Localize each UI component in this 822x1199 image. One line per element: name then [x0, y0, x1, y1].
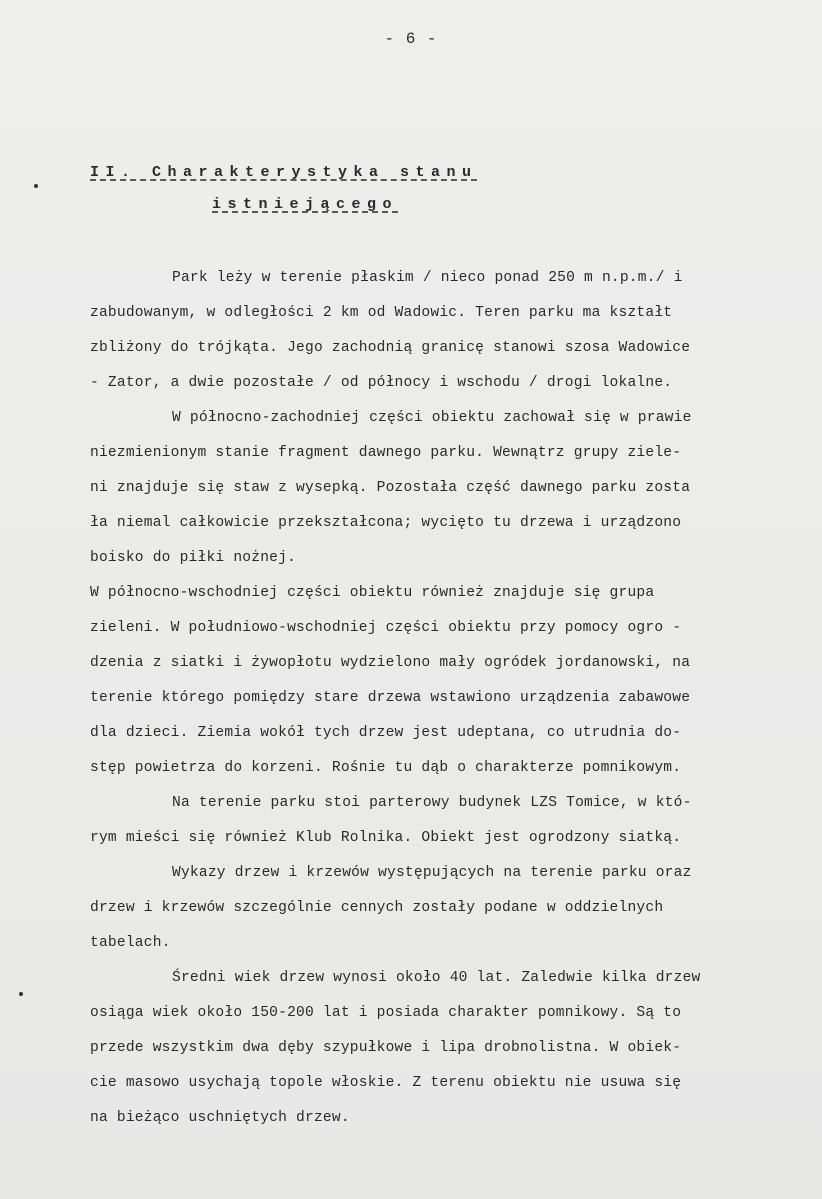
body-line: ni znajduje się staw z wysepką. Pozostała część dawnego parku zosta	[90, 480, 691, 496]
body-line: przede wszystkim dwa dęby szypułkowe i lipa drobnolistna. W obiek-	[90, 1040, 682, 1056]
section-heading-line-1: II. Charakterystyka stanu	[90, 164, 478, 181]
body-line: W północno-wschodniej części obiektu również znajduje się grupa	[90, 585, 655, 601]
body-line: Park leży w terenie płaskim / nieco ponad 250 m n.p.m./ i	[172, 270, 683, 286]
body-line: terenie którego pomiędzy stare drzewa wstawiono urządzenia zabawowe	[90, 690, 691, 706]
body-line: cie masowo usychają topole włoskie. Z terenu obiektu nie usuwa się	[90, 1075, 682, 1091]
body-line: dla dzieci. Ziemia wokół tych drzew jest udeptana, co utrudnia do-	[90, 725, 682, 741]
body-line: W północno-zachodniej części obiektu zachował się w prawie	[172, 410, 692, 426]
body-line: rym mieści się również Klub Rolnika. Obiekt jest ogrodzony siatką.	[90, 830, 682, 846]
body-line: zabudowanym, w odległości 2 km od Wadowic. Teren parku ma kształt	[90, 305, 673, 321]
body-line: tabelach.	[90, 935, 171, 951]
body-line: zbliżony do trójkąta. Jego zachodnią granicę stanowi szosa Wadowice	[90, 340, 691, 356]
body-line: Średni wiek drzew wynosi około 40 lat. Zaledwie kilka drzew	[172, 970, 701, 986]
body-line: drzew i krzewów szczególnie cennych zostały podane w oddzielnych	[90, 900, 664, 916]
body-line: ła niemal całkowicie przekształcona; wycięto tu drzewa i urządzono	[90, 515, 682, 531]
body-line: stęp powietrza do korzeni. Rośnie tu dąb o charakterze pomnikowym.	[90, 760, 682, 776]
page-number: - 6 -	[384, 30, 438, 48]
body-line: niezmienionym stanie fragment dawnego parku. Wewnątrz grupy ziele-	[90, 445, 682, 461]
body-line: dzenia z siatki i żywopłotu wydzielono mały ogródek jordanowski, na	[90, 655, 691, 671]
body-line: Wykazy drzew i krzewów występujących na terenie parku oraz	[172, 865, 692, 881]
body-line: zieleni. W południowo-wschodniej części obiektu przy pomocy ogro -	[90, 620, 682, 636]
body-line: osiąga wiek około 150-200 lat i posiada charakter pomnikowy. Są to	[90, 1005, 682, 1021]
body-line: boisko do piłki nożnej.	[90, 550, 297, 566]
body-line: Na terenie parku stoi parterowy budynek LZS Tomice, w któ-	[172, 795, 692, 811]
body-line: na bieżąco uschniętych drzew.	[90, 1110, 350, 1126]
margin-speck	[19, 992, 23, 996]
section-heading-line-2: istniejącego	[212, 196, 399, 213]
body-line: - Zator, a dwie pozostałe / od północy i wschodu / drogi lokalne.	[90, 375, 673, 391]
margin-speck	[34, 184, 38, 188]
